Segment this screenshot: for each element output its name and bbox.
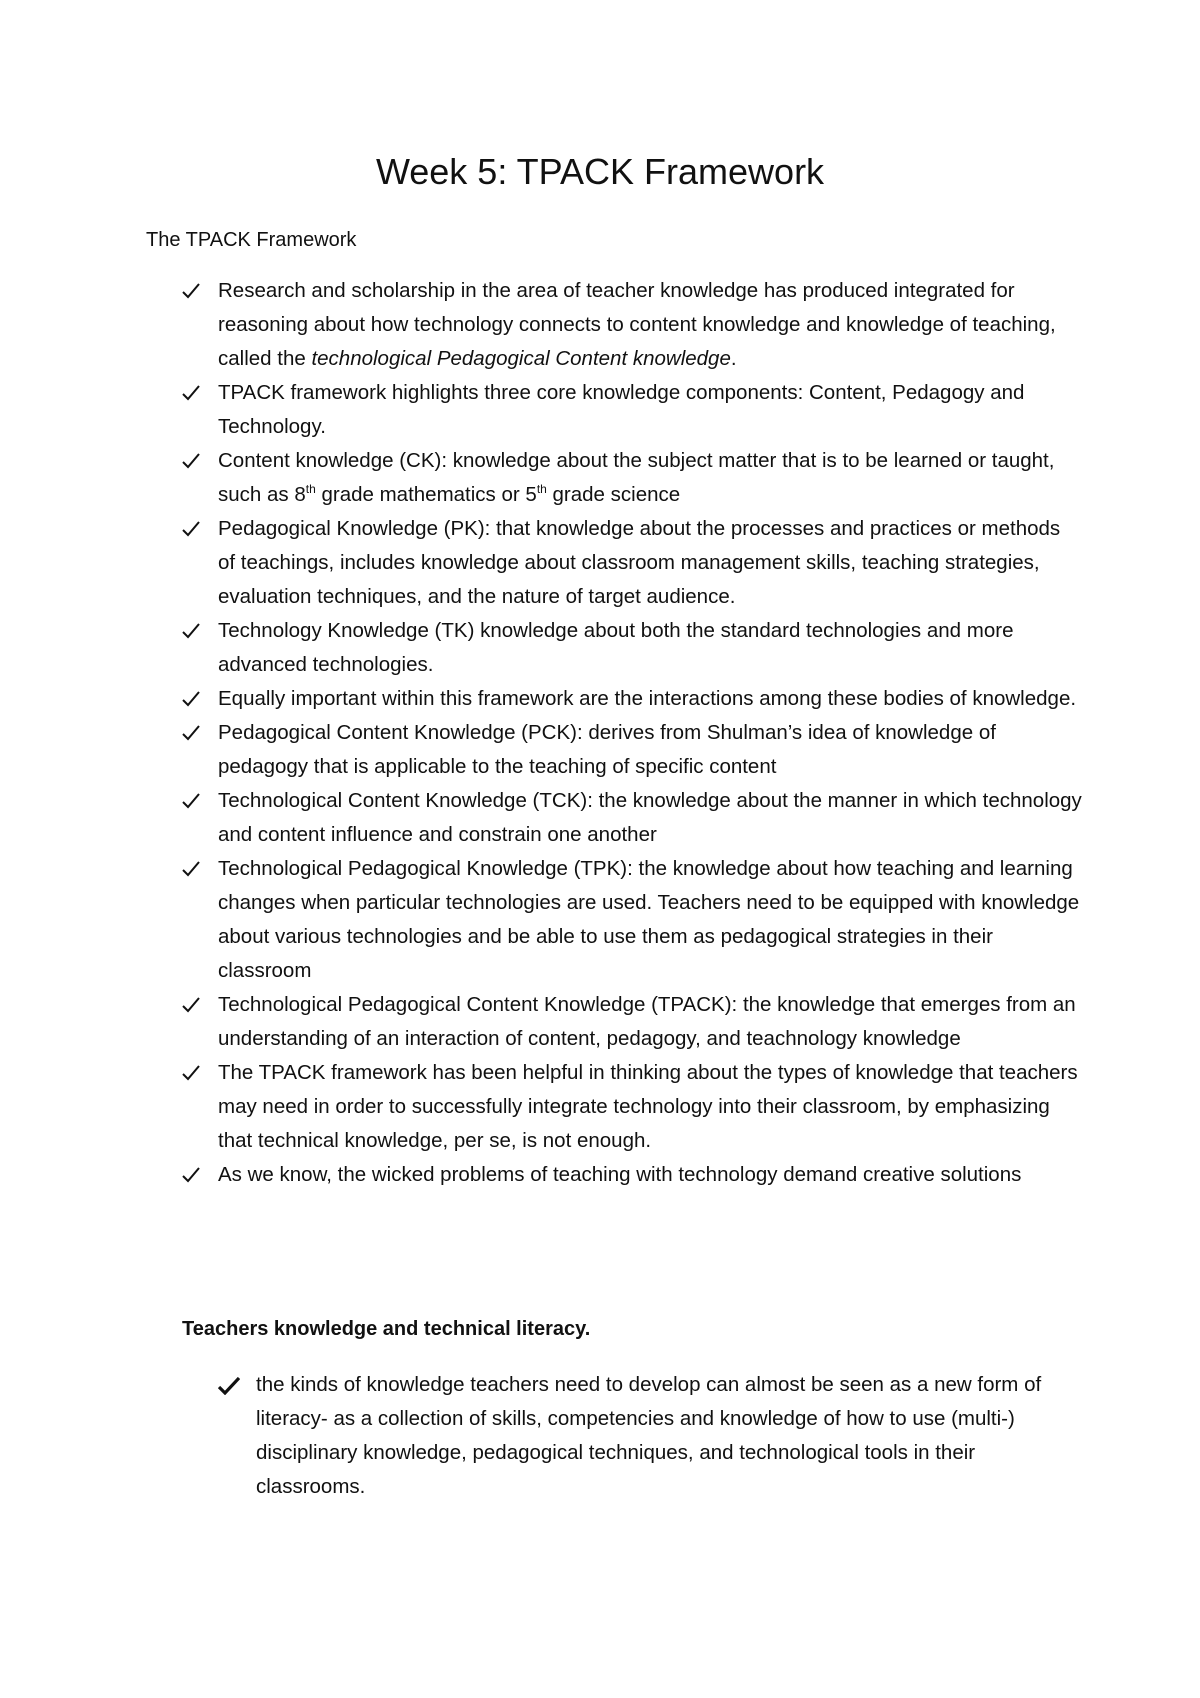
list-item (182, 274, 1082, 376)
list-item-text: Technology Knowledge (TK) knowledge about both the standard technologies and more advanced technologies. (218, 619, 1014, 676)
list-item-text-mid: grade mathematics or 5 (315, 483, 537, 506)
checkmark-icon (182, 512, 208, 537)
checkmark-icon (182, 988, 208, 1013)
checkmark-icon (182, 682, 208, 707)
list-item-emphasis: technological Pedagogical Content knowledge (311, 347, 731, 370)
list-item (182, 1158, 1082, 1192)
list-item (182, 852, 1082, 988)
list-item-text: Technological Pedagogical Knowledge (TPK): the knowledge about how teaching and learning changes when particular technologies are used. Teachers need to be equipped with knowledge about various technologies and be able to use them as pedagogical strategies in their classroom (218, 857, 1080, 982)
list-item-text: Technological Pedagogical Content Knowledge (TPACK): the knowledge that emerges from an understanding of an interaction of content, pedagogy, and teachnology knowledge (218, 993, 1076, 1050)
checkmark-icon (182, 614, 208, 639)
list-item-text: Content knowledge (CK): knowledge about the subject matter that is to be learned or taught, such as 8 (218, 449, 1055, 506)
list-item-text: Pedagogical Content Knowledge (PCK): derives from Shulman’s idea of knowledge of pedagogy that is applicable to the teaching of specific content (218, 721, 996, 778)
list-item (182, 716, 1082, 784)
list-item-text: Technological Content Knowledge (TCK): the knowledge about the manner in which technology and content influence and constrain one another (218, 789, 1082, 846)
list-item (182, 444, 1082, 512)
checkmark-icon (182, 784, 208, 809)
literacy-bullet-list (218, 1368, 1078, 1504)
checkmark-icon (182, 376, 208, 401)
list-item-text: As we know, the wicked problems of teaching with technology demand creative solutions (218, 1163, 1022, 1186)
page-title: Week 5: TPACK Framework (375, 151, 825, 192)
checkmark-icon (182, 1056, 208, 1081)
list-item-text: Research and scholarship in the area of teacher knowledge has produced integrated for reasoning about how technology connects to content knowledge and knowledge of teaching, called the (218, 279, 1056, 370)
list-item-text-end: grade science (546, 483, 681, 506)
list-item (182, 784, 1082, 852)
list-item-text: Pedagogical Knowledge (PK): that knowledge about the processes and practices or methods of teachings, includes knowledge about classroom management skills, teaching strategies, evaluation techniques, and the nature of target audience. (218, 517, 1061, 608)
section-heading-teachers-knowledge: Teachers knowledge and technical literacy. (182, 1318, 591, 1340)
list-item (218, 1368, 1078, 1504)
superscript: th (536, 482, 547, 497)
list-item-text: The TPACK framework has been helpful in thinking about the types of knowledge that teachers may need in order to successfully integrate technology into their classroom, by emphasizing that technical knowledge, per se, is not enough. (218, 1061, 1078, 1152)
list-item (182, 1056, 1082, 1158)
checkmark-icon (218, 1368, 244, 1395)
list-item (182, 614, 1082, 682)
superscript: th (305, 482, 316, 497)
list-item-text: TPACK framework highlights three core knowledge components: Content, Pedagogy and Technology. (218, 381, 1025, 438)
checkmark-icon (182, 852, 208, 877)
checkmark-icon (182, 716, 208, 741)
section-heading-tpack-framework: The TPACK Framework (146, 229, 357, 251)
checkmark-icon (182, 1158, 208, 1183)
list-item (182, 988, 1082, 1056)
list-item (182, 376, 1082, 444)
list-item-text: Equally important within this framework are the interactions among these bodies of knowledge. (218, 687, 1077, 710)
list-item-text-end: . (730, 347, 737, 370)
list-item-text: the kinds of knowledge teachers need to develop can almost be seen as a new form of literacy- as a collection of skills, competencies and knowledge of how to use (multi-) disciplinary knowledge, pedagogical techniques, and technological tools in their classrooms. (256, 1373, 1042, 1498)
list-item (182, 512, 1082, 614)
checkmark-icon (182, 444, 208, 469)
checkmark-icon (182, 274, 208, 299)
tpack-bullet-list (182, 274, 1082, 1192)
list-item (182, 682, 1082, 716)
